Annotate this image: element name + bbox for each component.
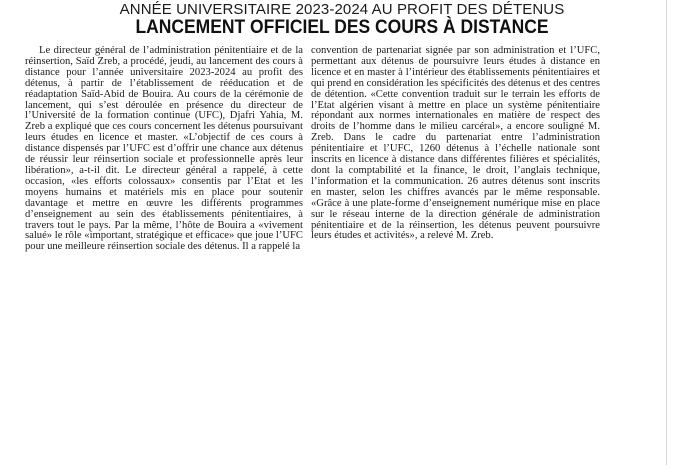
article-paragraph-right: convention de partenariat signée par son administration et l’UFC, permettant aux détenus de poursuivre leurs études à distance en licence et en master à l’intérieur des établissements pénitentiaires et qui prend en considération les spécificités des détenus et des centres de détention. «Cette convention traduit sur le terrain les efforts de l’Etat algérien visant à mettre en place un système pénitentiaire répondant aux normes internationales en matière de respect des droits de l’homme dans le milieu carcéral», a encore souligné M. Zreb. Dans le cadre du partenariat entre l’administration pénitentiaire et l’UFC, 1260 détenus à l’échelle nationale sont inscrits en licence à distance dans différentes filières et spécialités, dont la comptabilité et la finance, le droit, l’anglais technique, l’information et la communication. 26 autres détenus sont inscrits en master, selon les chiffres avancés par le même responsable. «Grâce à une plate-forme d’enseignement numérique mise en place sur le réseau interne de la direction générale de administration pénitentiaire et de la réinsertion, les détenus peuvent poursuivre leurs études et activités», a relevé M. Zreb. bbox=[311, 45, 600, 242]
article-headline: LANCEMENT OFFICIEL DES COURS À DISTANCE bbox=[135, 17, 549, 38]
page-edge-rule bbox=[666, 0, 667, 465]
article-column-right bbox=[311, 46, 600, 242]
article-column-left bbox=[25, 46, 303, 253]
article-paragraph-left: Le directeur général de l’administration pénitentiaire et de la réinsertion, Saïd Zreb, a procédé, jeudi, au lancement des cours à distance pour l’année universitaire 2023-2024 au profit des détenus, à partir de l’établissement de rééducation et de réadaptation Saïd-Abid de Bouira. Au cours de la cérémonie de lancement, qui s’est déroulée en présence du directeur de l’Université de la formation continue (UFC), Djafri Yahia, M. Zreb a expliqué que ces cours concernent les détenus poursuivant leurs études en licence et master. «L’objectif de ces cours à distance dispensés par l’UFC est d’offrir une chance aux détenus de réussir leur réinsertion sociale et professionnelle après leur libération», a-t-il dit. Le directeur général a rappelé, à cette occasion, «les efforts colossaux» consentis par l’Etat et les moyens humains et matériels mis en place pour soutenir davantage et mettre en œuvre les différents programmes d’enseignement au sein des établissements pénitentiaires, à travers tout le pays. Par la même, l’hôte de Bouira a «vivement salué» le rôle «important, stratégique et efficace» que joue l’UFC pour une meilleure réinsertion sociale des détenus. Il a rappelé la bbox=[25, 45, 303, 253]
article-kicker: ANNÉE UNIVERSITAIRE 2023-2024 AU PROFIT DES DÉTENUS bbox=[119, 1, 565, 18]
